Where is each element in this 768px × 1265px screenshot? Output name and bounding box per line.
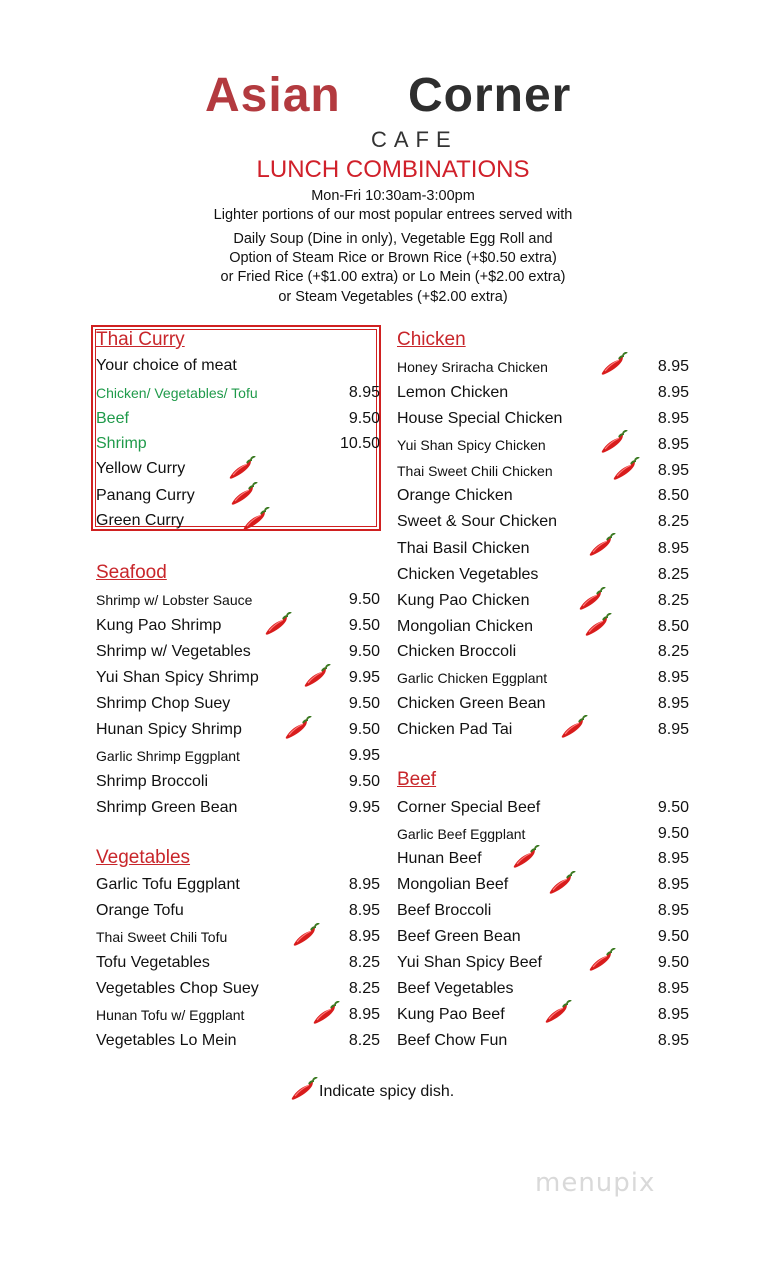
watermark: menupix	[535, 1168, 656, 1198]
menu-price: 8.95	[348, 902, 380, 919]
menu-item: Shrimp Broccoli	[96, 773, 209, 790]
menu-price: 8.25	[657, 513, 689, 530]
menu-item: Thai Sweet Chili Tofu	[96, 929, 228, 945]
chili-pepper-icon	[303, 664, 331, 688]
chili-pepper-icon	[228, 456, 256, 480]
menu-item: Chicken Pad Tai	[397, 721, 513, 738]
brand-name-part2: Corner	[408, 69, 572, 122]
menu-item: Yui Shan Spicy Chicken	[397, 437, 546, 453]
menu-price: 8.25	[657, 643, 689, 660]
page-title: LUNCH COMBINATIONS	[256, 156, 530, 183]
menu-item: Yui Shan Spicy Shrimp	[96, 669, 259, 686]
menu-price: 9.50	[657, 825, 689, 842]
menu-price: 8.95	[657, 1032, 689, 1049]
menu-item: Garlic Chicken Eggplant	[397, 670, 548, 686]
menu-price: 8.95	[657, 384, 689, 401]
menu-item: Orange Tofu	[96, 902, 184, 919]
menu-item: Your choice of meat	[96, 357, 237, 374]
menu-price: 8.95	[348, 1006, 380, 1023]
chili-pepper-icon	[242, 507, 270, 531]
menu-item: Thai Basil Chicken	[397, 540, 530, 557]
chili-pepper-icon	[284, 716, 312, 740]
menu-price: 9.95	[348, 669, 380, 686]
menu-item: Shrimp w/ Lobster Sauce	[96, 592, 253, 608]
intro-line: Mon-Fri 10:30am-3:00pm	[311, 188, 475, 204]
chili-pepper-icon	[548, 871, 576, 895]
menu-item: Hunan Beef	[397, 850, 482, 867]
menu-item: Vegetables Chop Suey	[96, 980, 259, 997]
menu-item: Yellow Curry	[96, 460, 186, 477]
spicy-legend: Indicate spicy dish.	[319, 1083, 455, 1100]
menu-price: 9.50	[657, 799, 689, 816]
chili-pepper-icon	[264, 612, 292, 636]
chili-pepper-icon	[600, 352, 628, 376]
chili-pepper-icon	[292, 923, 320, 947]
section-title-beef: Beef	[397, 769, 437, 790]
menu-item: House Special Chicken	[397, 410, 563, 427]
chili-pepper-icon	[612, 457, 640, 481]
section-title-vegetables: Vegetables	[96, 847, 191, 868]
menu-price: 8.95	[348, 384, 380, 401]
menu-item: Green Curry	[96, 512, 185, 529]
menu-price: 8.95	[657, 669, 689, 686]
menu-item: Tofu Vegetables	[96, 954, 210, 971]
brand-name-part1: Asian	[205, 69, 341, 122]
menu-price: 8.95	[657, 462, 689, 479]
chili-pepper-icon	[588, 533, 616, 557]
menu-item: Chicken/ Vegetables/ Tofu	[96, 385, 258, 401]
menu-price: 9.50	[348, 617, 380, 634]
menu-item: Beef Green Bean	[397, 928, 521, 945]
chili-pepper-icon	[230, 482, 258, 506]
menu-item: Kung Pao Beef	[397, 1006, 505, 1023]
menu-price: 9.50	[348, 721, 380, 738]
menu-item: Chicken Green Bean	[397, 695, 546, 712]
menu-item: Shrimp	[96, 435, 147, 452]
chili-pepper-icon	[560, 715, 588, 739]
menu-item: Beef	[96, 410, 129, 427]
chili-pepper-icon	[578, 587, 606, 611]
menu-price: 8.50	[657, 618, 689, 635]
chili-pepper-icon	[312, 1001, 340, 1025]
menu-price: 8.25	[348, 980, 380, 997]
intro-line: or Fried Rice (+$1.00 extra) or Lo Mein (+$2.00 extra)	[220, 269, 566, 285]
menu-price: 9.50	[657, 928, 689, 945]
menu-price: 8.25	[657, 566, 689, 583]
menu-item: Chicken Vegetables	[397, 566, 539, 583]
menu-price: 8.50	[657, 487, 689, 504]
chili-pepper-icon	[290, 1077, 318, 1101]
menu-item: Yui Shan Spicy Beef	[397, 954, 542, 971]
section-title-chicken: Chicken	[397, 329, 466, 350]
menu-price: 8.25	[348, 954, 380, 971]
menu-item: Thai Sweet Chili Chicken	[397, 463, 553, 479]
menu-item: Beef Chow Fun	[397, 1032, 508, 1049]
menu-item: Hunan Spicy Shrimp	[96, 721, 242, 738]
menu-item: Corner Special Beef	[397, 799, 541, 816]
intro-line: Lighter portions of our most popular entrees served with	[213, 207, 573, 223]
menu-price: 8.25	[657, 592, 689, 609]
chili-pepper-icon	[512, 845, 540, 869]
chili-pepper-icon	[588, 948, 616, 972]
section-title-seafood: Seafood	[96, 562, 167, 583]
menu-item: Kung Pao Chicken	[397, 592, 530, 609]
menu-price: 10.50	[339, 435, 380, 452]
menu-item: Garlic Beef Eggplant	[397, 826, 526, 842]
chili-pepper-icon	[544, 1000, 572, 1024]
menu-price: 8.95	[657, 540, 689, 557]
menu-price: 8.95	[657, 695, 689, 712]
menu-item: Honey Sriracha Chicken	[397, 359, 548, 375]
menu-item: Garlic Shrimp Eggplant	[96, 748, 240, 764]
menu-item: Shrimp Green Bean	[96, 799, 238, 816]
menu-price: 8.95	[657, 876, 689, 893]
menu-item: Sweet & Sour Chicken	[397, 513, 558, 530]
intro-line: Option of Steam Rice or Brown Rice (+$0.50 extra)	[229, 250, 557, 266]
menu-price: 9.50	[348, 773, 380, 790]
menu-item: Orange Chicken	[397, 487, 513, 504]
menu-price: 8.95	[657, 358, 689, 375]
menu-price: 8.95	[348, 876, 380, 893]
menu-price: 9.50	[348, 643, 380, 660]
section-title-thai-curry: Thai Curry	[96, 329, 185, 350]
menu-price: 9.50	[348, 591, 380, 608]
menu-price: 9.50	[348, 695, 380, 712]
menu-item: Beef Vegetables	[397, 980, 514, 997]
menu-item: Mongolian Beef	[397, 876, 509, 893]
menu-price: 9.50	[348, 410, 380, 427]
menu-price: 8.95	[657, 436, 689, 453]
menu-price: 8.95	[657, 850, 689, 867]
menu-item: Lemon Chicken	[397, 384, 509, 401]
menu-item: Vegetables Lo Mein	[96, 1032, 237, 1049]
menu-price: 8.95	[348, 928, 380, 945]
menu-item: Garlic Tofu Eggplant	[96, 876, 240, 893]
chili-pepper-icon	[600, 430, 628, 454]
menu-item: Kung Pao Shrimp	[96, 617, 222, 634]
menu-item: Hunan Tofu w/ Eggplant	[96, 1007, 245, 1023]
menu-price: 8.95	[657, 721, 689, 738]
menu-price: 8.95	[657, 1006, 689, 1023]
menu-price: 8.95	[657, 410, 689, 427]
intro-line: Daily Soup (Dine in only), Vegetable Egg Roll and	[233, 231, 553, 247]
menu-item: Beef Broccoli	[397, 902, 492, 919]
menu-price: 8.25	[348, 1032, 380, 1049]
menu-item: Shrimp w/ Vegetables	[96, 643, 251, 660]
menu-item: Panang Curry	[96, 487, 195, 504]
menu-item: Shrimp Chop Suey	[96, 695, 231, 712]
menu-item: Chicken Broccoli	[397, 643, 517, 660]
menu-price: 9.95	[348, 747, 380, 764]
menu-price: 8.95	[657, 980, 689, 997]
intro-line: or Steam Vegetables (+$2.00 extra)	[278, 289, 508, 305]
chili-pepper-icon	[584, 613, 612, 637]
menu-item: Mongolian Chicken	[397, 618, 534, 635]
brand-subtitle: CAFE	[371, 127, 458, 152]
menu-price: 9.95	[348, 799, 380, 816]
menu-price: 8.95	[657, 902, 689, 919]
menu-price: 9.50	[657, 954, 689, 971]
